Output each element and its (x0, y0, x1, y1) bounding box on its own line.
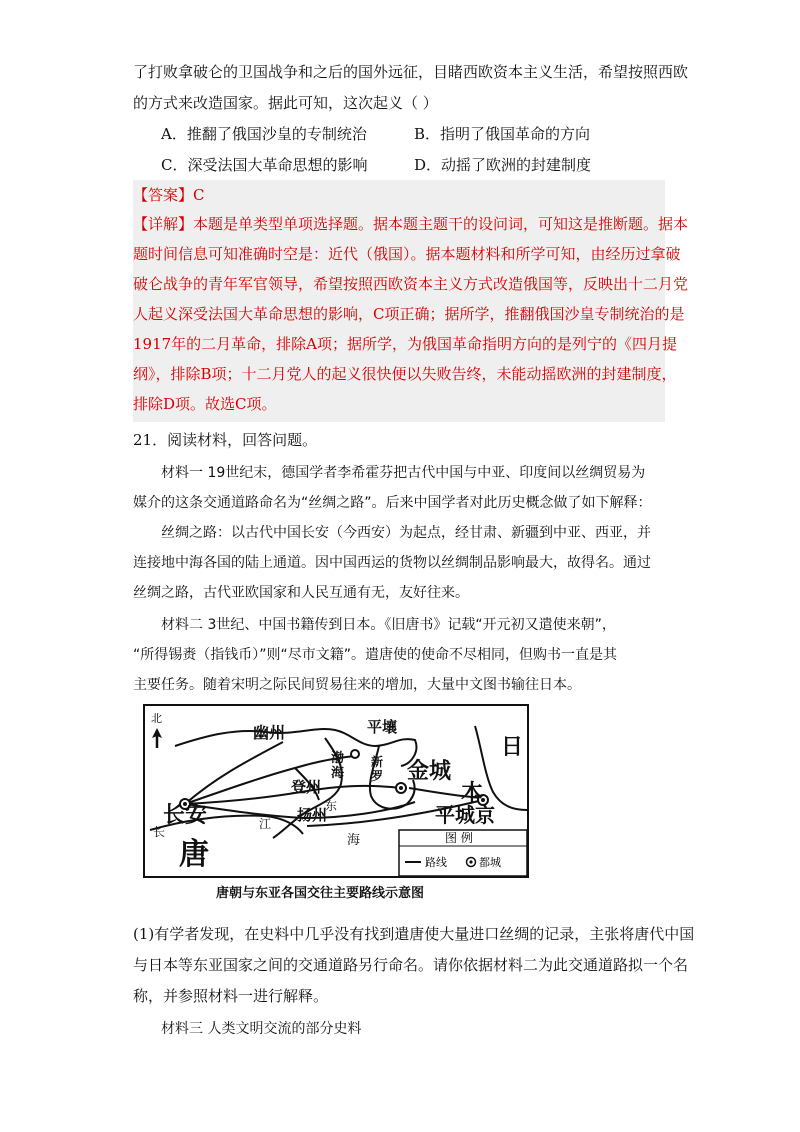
legend-capital-dot (469, 860, 472, 863)
detail-line: 人起义深受法国大革命思想的影响，C项正确；据所学，推翻俄国沙皇专制统治的是 (133, 305, 685, 323)
detail-line: 1917年的二月革命，排除A项；据所学，为俄国革命指明方向的是列宁的《四月提 (133, 335, 678, 353)
label-dengzhou: 登州 (291, 778, 322, 796)
map-legend (399, 830, 527, 876)
route-map-svg (145, 706, 527, 876)
material1-line: 媒介的这条交通道路命名为“丝绸之路”。后来中国学者对此历史概念做了如下解释： (133, 495, 652, 511)
detail-line: 排除D项。故选C项。 (133, 395, 277, 413)
detail-line: 【详解】本题是单类型单项选择题。据本题主题干的设问词，可知这是推断题。据本 (133, 215, 689, 233)
legend-route-label: 路线 (425, 856, 447, 869)
material2-line: 主要任务。随着宋明之际民间贸易往来的增加，大量中文图书输往日本。 (133, 677, 581, 693)
label-pingchengjing: 平城京 (435, 803, 495, 827)
label-bo: 渤 (331, 751, 345, 766)
tang-east-asia-route-map (143, 704, 529, 878)
material1-line: 材料一 19世纪末，德国学者李希霍芬把古代中国与中亚、印度间以丝绸贸易为 (161, 465, 646, 481)
answer-label: 【答案】C (133, 186, 205, 204)
capital-marker-dot (399, 786, 403, 790)
label-ri: 日 (501, 735, 524, 760)
label-hai: 海 (347, 833, 361, 848)
detail-line: 题时间信息可知准确时空是：近代（俄国）。据本题材料和所学可知，由经历过拿破 (133, 245, 681, 263)
sub-question-line: (1)有学者发现，在史料中几乎没有找到遣唐使大量进口丝绸的记录，主张将唐代中国 (133, 925, 695, 943)
map-caption: 唐朝与东亚各国交往主要路线示意图 (216, 886, 425, 901)
label-ben: 本 (461, 781, 484, 806)
intro-line-1: 了打败拿破仑的卫国战争和之后的国外远征，目睹西欧资本主义生活，希望按照西欧 (133, 63, 689, 81)
option-b: B．指明了俄国革命的方向 (414, 125, 591, 143)
label-youzhou: 幽州 (253, 723, 286, 742)
label-luo: 罗 (371, 769, 384, 783)
material2-line: “所得锡赉（指钱币）”则“尽市文籍”。遣唐使的使命不尽相同，但购书一直是其 (133, 647, 618, 663)
label-jiang: 江 (259, 817, 272, 831)
option-a: A．推翻了俄国沙皇的专制统治 (161, 125, 367, 143)
label-changan: 长安 (163, 803, 208, 828)
material1-line: 丝绸之路：以古代中国长安（今西安）为起点，经甘肃、新疆到中亚、西亚，并 (161, 525, 651, 541)
capital-marker (351, 750, 359, 758)
material2-line: 材料二 3世纪、中国书籍传到日本。《旧唐书》记载“开元初又遣使来朝”， (161, 617, 616, 633)
material1-line: 丝绸之路，古代亚欧国家和人民互通有无，友好往来。 (133, 585, 469, 601)
question-21-title: 21．阅读材料，回答问题。 (133, 431, 318, 449)
legend-capital-label: 都城 (479, 856, 501, 869)
label-yangzhou: 扬州 (297, 806, 328, 824)
detail-line: 破仑战争的青年军官领导，希望按照西欧资本主义方式改造俄国等，反映出十二月党 (133, 275, 689, 293)
detail-line: 纲》，排除B项；十二月党人的起义很快便以失败告终，未能动摇欧洲的封建制度， (133, 365, 677, 383)
material1-line: 连接地中海各国的陆上通道。因中国西运的货物以丝绸制品影响最大，故得名。通过 (133, 555, 651, 571)
sub-question-line: 与日本等东亚国家之间的交通道路另行命名。请你依据材料二为此交通道路拟一个名 (133, 956, 689, 974)
label-jincheng: 金城 (407, 759, 452, 784)
label-dong: 东 (325, 799, 338, 813)
label-hai-bo: 海 (331, 766, 345, 781)
north-label: 北 (151, 712, 162, 725)
route-line (185, 742, 283, 804)
legend-title: 图 例 (445, 831, 473, 845)
label-chang: 长 (153, 825, 166, 839)
sub-question-line: 称，并参照材料一进行解释。 (133, 987, 329, 1005)
intro-line-2: 的方式来改造国家。据此可知，这次起义（ ） (133, 94, 438, 112)
option-c: C．深受法国大革命思想的影响 (161, 156, 368, 174)
label-tang: 唐 (179, 837, 209, 872)
label-xin: 新 (371, 755, 384, 769)
option-d: D．动摇了欧洲的封建制度 (414, 156, 592, 174)
material3-heading: 材料三 人类文明交流的部分史料 (161, 1021, 362, 1037)
label-pingrang: 平壤 (367, 718, 398, 736)
